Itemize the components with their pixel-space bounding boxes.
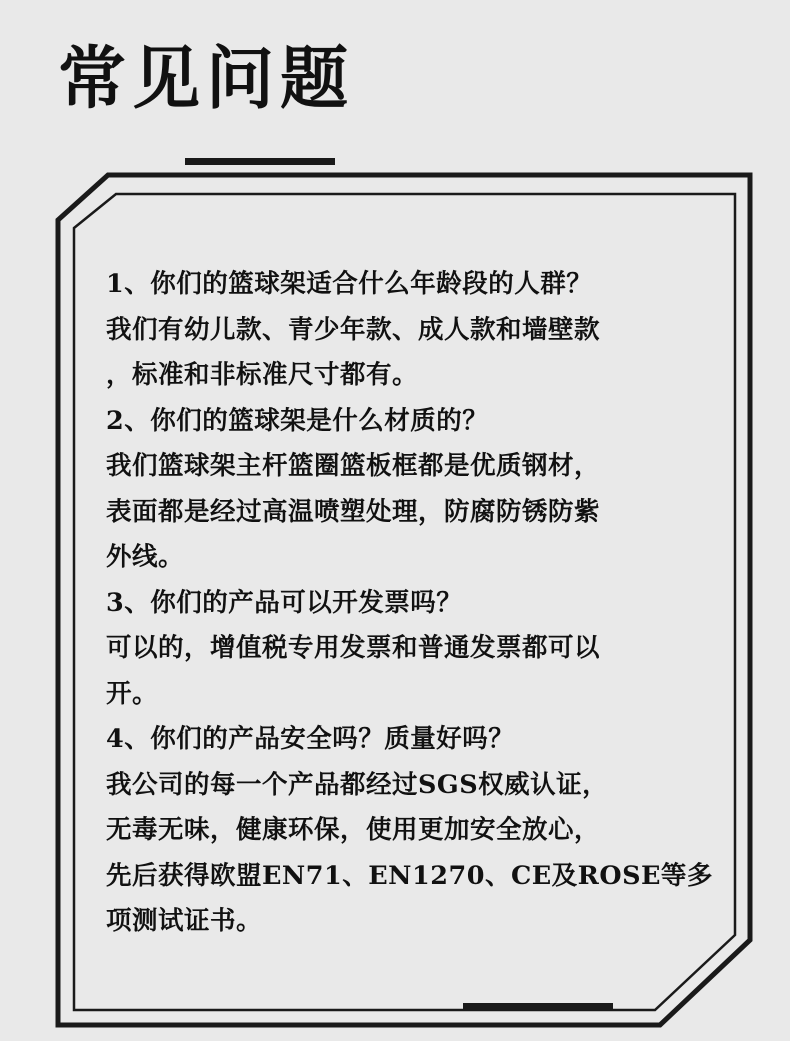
faq-line: 先后获得欧盟EN71、EN1270、CE及ROSE等多 bbox=[106, 860, 713, 891]
faq-line: 1、你们的篮球架适合什么年龄段的人群？ bbox=[106, 269, 593, 299]
faq-line: 外线。 bbox=[106, 542, 185, 572]
faq-line: 4、你们的产品安全吗？质量好吗？ bbox=[106, 724, 515, 754]
faq-line: ，标准和非标准尺寸都有。 bbox=[106, 360, 419, 390]
faq-line: 项测试证书。 bbox=[106, 906, 263, 936]
faq-line: 我们篮球架主杆篮圈篮板框都是优质钢材， bbox=[106, 451, 601, 481]
faq-line: 我公司的每一个产品都经过SGS权威认证， bbox=[106, 769, 609, 800]
faq-line: 无毒无味，健康环保，使用更加安全放心， bbox=[106, 815, 601, 845]
page-title: 常见问题 bbox=[58, 39, 355, 119]
faq-line: 开。 bbox=[106, 678, 159, 709]
faq-line: 3、你们的产品可以开发票吗？ bbox=[106, 587, 463, 618]
faq-line: 表面都是经过高温喷塑处理，防腐防锈防紫 bbox=[106, 496, 601, 527]
faq-line: 可以的，增值税专用发票和普通发票都可以 bbox=[106, 633, 601, 663]
faq-content bbox=[106, 262, 713, 945]
faq-line: 我们有幼儿款、青少年款、成人款和墙壁款 bbox=[106, 314, 601, 345]
faq-line: 2、你们的篮球架是什么材质的？ bbox=[106, 405, 489, 436]
